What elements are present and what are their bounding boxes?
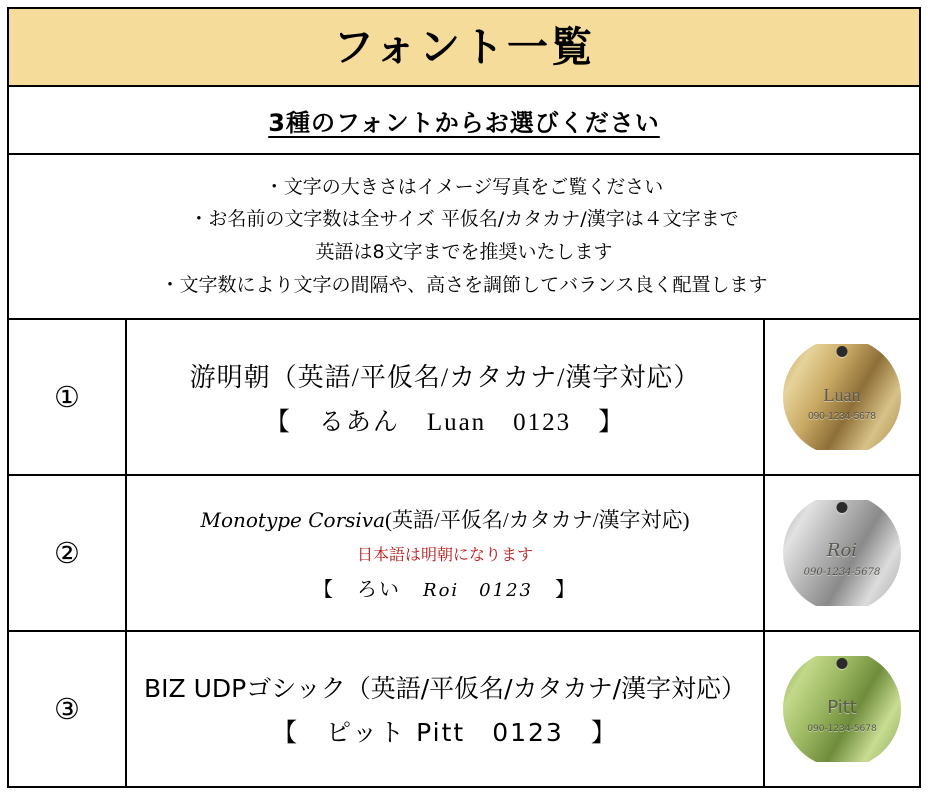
font-sample [313,573,577,602]
note-line: 英語は8文字までを推奨いたします [315,241,613,263]
font-heading: 游明朝（英語/平仮名/カタカナ/漢字対応） [189,362,701,392]
row-number: ③ [9,632,127,786]
font-name: Monotype Corsiva [200,508,386,532]
row-content [127,320,765,474]
tag-name: Roi [826,540,858,561]
note-line: ・お名前の文字数は全サイズ 平仮名/カタカナ/漢字は４文字まで [189,208,739,231]
font-support: (英語/平仮名/カタカナ/漢字対応) [385,508,690,532]
font-rows [9,320,919,786]
tag-name: Luan [823,385,861,405]
font-row [9,476,919,632]
row-content [127,476,765,630]
sheet-frame [7,7,921,788]
tag-hole-icon [837,658,848,669]
row-preview [765,632,919,786]
notes-band [9,155,919,320]
font-note: 日本語は明朝になります [356,547,533,564]
subtitle-band [9,87,919,155]
font-heading: BIZ UDPゴシック（英語/平仮名/カタカナ/漢字対応） [144,674,746,703]
sample-script: Roi 0123 [423,580,533,601]
font-row [9,632,919,786]
font-row [9,320,919,476]
row-content [127,632,765,786]
font-sample: 【 るあん Luan 0123 】 [264,408,626,436]
tag-hole-icon [837,346,848,357]
tag-phone: 090-1234-5678 [803,567,881,578]
note-line: ・文字数により文字の間隔や、高さを調節してバランス良く配置します [160,273,768,296]
tag-phone: 090-1234-5678 [808,411,876,422]
row-preview [765,320,919,474]
tag-phone: 090-1234-5678 [807,723,877,734]
sample-prefix: 【 ろい [313,579,424,601]
font-sample: 【 ピット Pitt 0123 】 [272,718,618,747]
tag-name: Pitt [827,696,857,718]
tag-disc [783,500,901,606]
tag-preview-gold [773,344,911,450]
title-band [9,9,919,87]
row-number: ① [9,320,127,474]
row-number: ② [9,476,127,630]
row-preview [765,476,919,630]
page-subtitle: 3種のフォントからお選びください [268,108,660,137]
tag-hole-icon [837,502,848,513]
font-heading [200,504,689,534]
sample-suffix: 】 [532,579,577,601]
page-title: フォント一覧 [333,22,595,71]
note-line: ・文字の大きさはイメージ写真をご覧ください [264,175,664,198]
tag-preview-green [773,656,911,762]
tag-disc [783,344,901,450]
tag-preview-silver [773,500,911,606]
tag-disc [783,656,901,762]
